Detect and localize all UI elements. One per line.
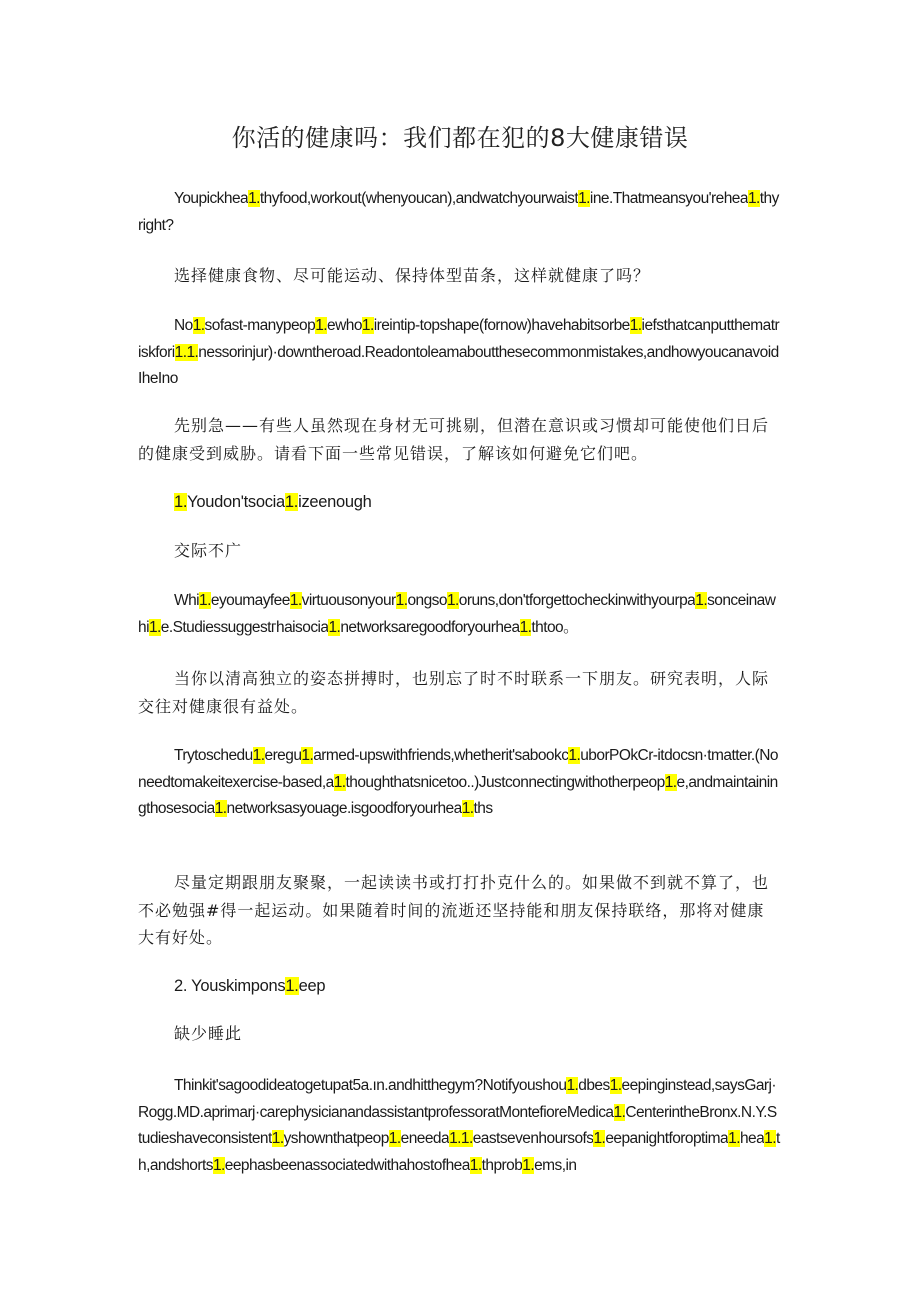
highlight-marker: 1. (460, 1130, 473, 1147)
highlight-marker: 1. (214, 800, 227, 817)
highlight-marker: 1. (148, 618, 161, 636)
highlight-marker: 1. (212, 1156, 225, 1174)
highlight-marker: 1. (613, 1103, 626, 1121)
highlight-marker: 1. (664, 773, 677, 791)
highlight-marker: 1. (747, 190, 760, 207)
highlight-marker: 1. (315, 317, 328, 334)
section-heading-1: 1.Youdon'tsocia1.izeenough (174, 493, 372, 511)
highlight-marker: 1. (629, 317, 642, 334)
highlight-marker: 1. (522, 1156, 535, 1174)
highlight-marker: 1. (568, 747, 581, 764)
paragraph-intro-zh: 选择健康食物、尽可能运动、保持体型苗条，这样就健康了吗？ (174, 266, 651, 285)
paragraph-friends-en: Trytoschedu1.eregu1.armed-upswithfriends,whetherit'sabookc1.uborPOkCr-itdocsn·tmatter.(Noneedtomakeitexercise-based,a1.thoughthatsnicetoo..)Justconnectingwithotherpeop1.e,andmaintainingthosesocia1.networksasyouage.isgoodforyourhea1.ths (138, 747, 778, 817)
highlight-marker: 1. (289, 592, 302, 609)
highlight-marker: 1. (248, 190, 260, 207)
paragraph-sleep-en: Thinkit'sagoodideatogetupat5a.ın.andhitthegym?Notifyoushou1.dbes1.eepinginstead,saysGarj·Rogg.MD.aprimarj·carephysicianandassistantprofessoratMontefioreMedica1.CenterintheBronx.N.Y.Studieshaveconsistent1.yshownthatpeop1.eneeda1.1.eastsevenhoursofs1.eepanightforoptima1.hea1.th,andshorts1.eephasbeenassociatedwithahostofhea1.thprob1.ems,in (138, 1077, 780, 1174)
paragraph-social-en: Whi1.eyoumayfee1.virtuousonyour1.ongso1.oruns,don'tforgettocheckinwithyourpa1.sonceinawhi1.e.Studiessuggestг‌haisocia1.networksaregoodforyourhea1.thtoo。 (138, 592, 776, 636)
highlight-marker: 1. (578, 190, 590, 207)
highlight-marker: 1. (446, 592, 459, 609)
highlight-marker: 1. (174, 493, 188, 511)
document-title: 你活的健康吗：我们都在犯的8大健康错误 (231, 124, 689, 152)
highlight-marker: 1. (285, 977, 299, 995)
highlight-marker: 1. (271, 1130, 284, 1147)
highlight-marker: 1. (566, 1077, 579, 1094)
highlight-marker: 1. (519, 618, 532, 636)
highlight-marker: 1. (174, 343, 187, 361)
highlight-marker: 1. (449, 1130, 461, 1147)
paragraph-social-zh: 当你以清高独立的姿态拼搏时，也别忘了时不时联系一下朋友。研究表明，人际交往对健康很有益处。 (138, 669, 770, 716)
paragraph-intro-en: Youpickhea1.thyfood,workout(whenyoucan),andwatchyourwaist1.ine.Thatmeansyou'rehea1.thyright? (138, 190, 779, 234)
highlight-marker: 1. (695, 592, 708, 609)
highlight-marker: 1. (728, 1130, 740, 1147)
highlight-marker: 1. (192, 317, 205, 334)
section-subtitle-1: 交际不广 (174, 541, 243, 560)
highlight-marker: 1. (301, 747, 314, 764)
highlight-marker: 1. (186, 343, 199, 361)
highlight-marker: 1. (361, 317, 374, 334)
paragraph-warning-en: No1.sofast-manypeop1.ewho1.ireintip-topshape(fornow)havehabitsorbe1.iefsthatcanputthematriskfori1.1.nessorinjur)·downtheroad.Readontoleamaboutthesecommonmistakes,andhowyoucanavoidIheIno (138, 317, 780, 387)
paragraph-warning-zh: 先别急——有些人虽然现在身材无可挑剔，但潜在意识或习惯却可能使他们日后的健康受到威胁。请看下面一些常见错误，了解该如何避免它们吧。 (138, 416, 770, 463)
highlight-marker: 1. (388, 1130, 401, 1147)
highlight-marker: 1. (469, 1156, 482, 1174)
highlight-marker: 1. (764, 1130, 776, 1147)
highlight-marker: 1. (333, 773, 346, 791)
highlight-marker: 1. (199, 592, 211, 609)
highlight-marker: 1. (461, 800, 474, 817)
highlight-marker: 1. (609, 1077, 622, 1094)
highlight-marker: 1. (395, 592, 408, 609)
highlight-marker: 1. (328, 618, 341, 636)
highlight-marker: 1. (593, 1130, 606, 1147)
paragraph-friends-zh: 尽量定期跟朋友聚聚，一起读读书或打打扑克什么的。如果做不到就不算了，也不必勉强#得一起运动。如果随着时间的流逝还坚持能和朋友保持联络，那将对健康大有好处。 (138, 873, 770, 947)
highlight-marker: 1. (284, 493, 299, 511)
highlight-marker: 1. (252, 747, 265, 764)
section-subtitle-2: 缺少睡此 (174, 1024, 243, 1043)
section-heading-2: 2. Youskimpons1.eep (174, 977, 326, 995)
